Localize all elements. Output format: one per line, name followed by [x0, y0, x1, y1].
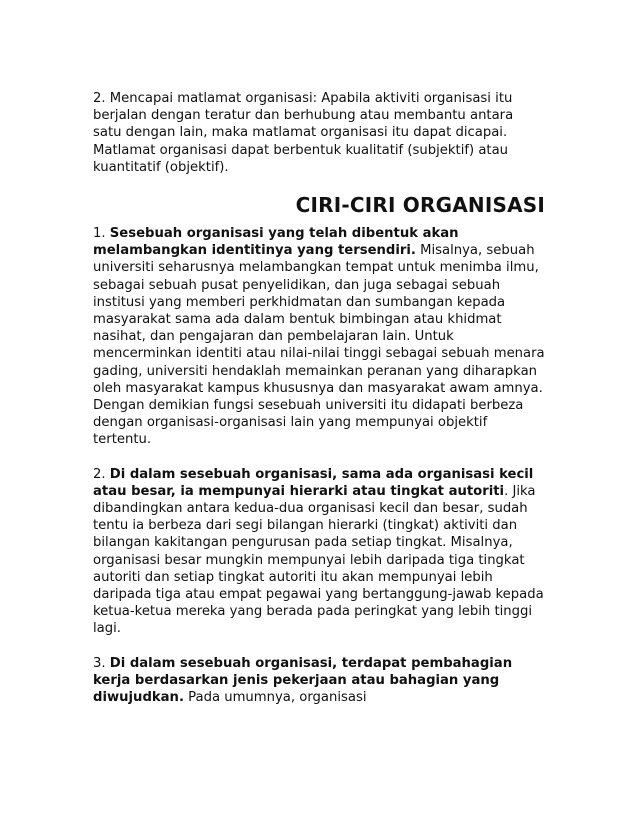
list-item-1 [93, 225, 545, 449]
item-number: 3. [93, 655, 110, 671]
document-body [93, 90, 545, 723]
intro-paragraph: 2. Mencapai matlamat organisasi: Apabila aktiviti organisasi itu berjalan dengan teratur dan berhubung atau membantu antara satu dengan lain, maka matlamat organisasi itu dapat dicapai. Matlamat organisasi dapat berbentuk kualitatif (subjektif) atau kuantitatif (objektif). [93, 91, 514, 175]
item-bold-statement: Sesebuah organisasi yang telah dibentuk akan melambangkan identitinya yang tersendiri. [93, 226, 459, 259]
item-bold-statement: Di dalam sesebuah organisasi, sama ada organisasi kecil atau besar, ia mempunyai hierarki atau tingkat autoriti [93, 466, 534, 499]
item-body-text: Misalnya, sebuah universiti seharusnya melambangkan tempat untuk menimba ilmu, sebagai sebuah pusat penyelidikan, dan juga sebagai sebuah institusi yang memberi perkhidmatan dan sumbangan kepada masyarakat sama ada dalam bentuk bimbingan atau khidmat nasihat, dan pengajaran dan pembelajaran lain. Untuk mencerminkan identiti atau nilai-nilai tinggi sebagai sebuah menara gading, universiti hendaklah memainkan peranan yang diharapkan oleh masyarakat kampus khususnya dan masyarakat awam amnya. Dengan demikian fungsi sesebuah universiti itu didapati berbeza dengan organisasi-organisasi lain yang mempunyai objektif tertentu. [93, 243, 545, 448]
list-item-3 [93, 655, 545, 707]
item-number: 1. [93, 226, 110, 242]
section-heading: CIRI-CIRI ORGANISASI [295, 193, 545, 218]
item-number: 2. [93, 466, 110, 482]
item-bold-statement: Di dalam sesebuah organisasi, terdapat pembahagian kerja berdasarkan jenis pekerjaan atau bahagian yang diwujudkan. [93, 655, 513, 706]
item-body-text: . Jika dibandingkan antara kedua-dua organisasi kecil dan besar, sudah tentu ia berbeza dari segi bilangan hierarki (tingkat) aktiviti dan bilangan kakitangan pengurusan pada setiap tingkat. Misalnya, organisasi besar mungkin mempunyai lebih daripada tiga tingkat autoriti dan setiap tingkat autoriti itu akan mempunyai lebih daripada tiga atau empat pegawai yang bertanggung-jawab kepada ketua-ketua mereka yang berada pada peringkat yang lebih tinggi lagi. [93, 483, 544, 637]
list-item-2 [93, 466, 545, 638]
item-body-text: Pada umumnya, organisasi [183, 690, 367, 706]
